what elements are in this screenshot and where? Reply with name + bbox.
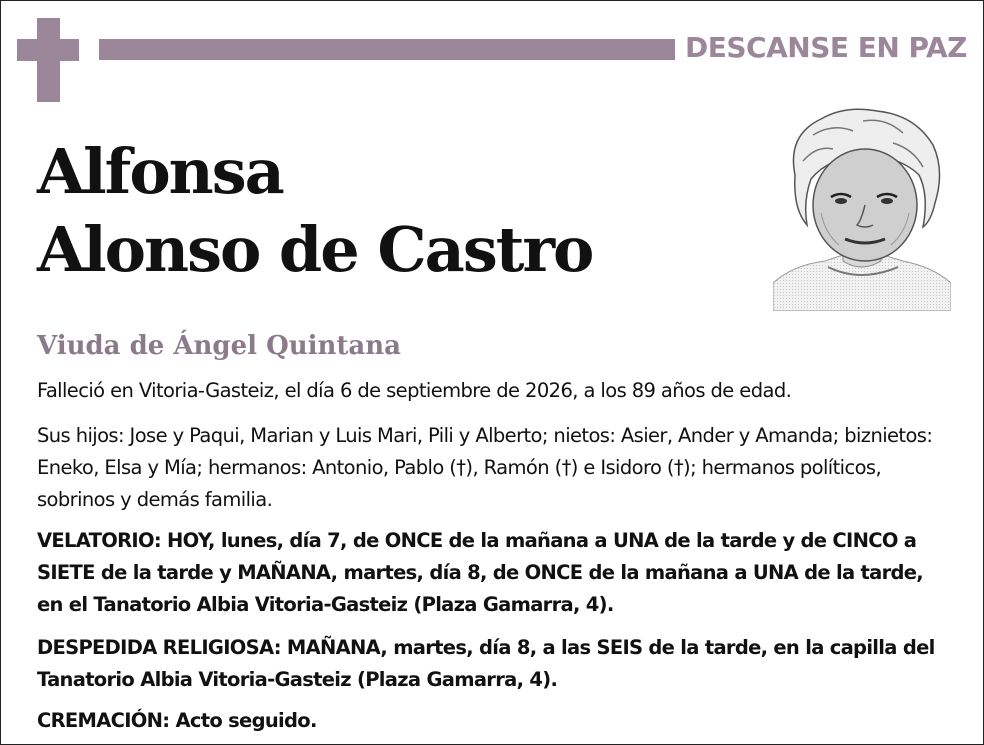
portrait-photo xyxy=(773,105,951,311)
widow-of: Viuda de Ángel Quintana xyxy=(37,331,402,361)
wake-details: VELATORIO: HOY, lunes, día 7, de ONCE de la mañana a UNA de la tarde y de CINCO a SIETE de la tarde y MAÑANA, martes, día 8, de ONCE de la mañana a UNA de la tarde, en el Tanatorio Albia Vitoria-Gasteiz (Plaza Gamarra, 4). xyxy=(37,529,923,616)
religious-farewell: DESPEDIDA RELIGIOSA: MAÑANA, martes, día 8, a las SEIS de la tarde, en la capilla del Tanatorio Albia Vitoria-Gasteiz (Plaza Gamarra, 4). xyxy=(37,636,935,691)
surnames: Alonso de Castro xyxy=(37,213,593,286)
death-notice: Falleció en Vitoria-Gasteiz, el día 6 de septiembre de 2026, a los 89 años de edad. xyxy=(37,379,792,402)
portrait-photo-icon xyxy=(773,105,951,311)
header-label: DESCANSE EN PAZ xyxy=(685,31,967,64)
header-rule xyxy=(99,39,675,60)
cross-icon-bar xyxy=(17,39,79,61)
deceased-name xyxy=(37,133,592,289)
cremation-note: CREMACIÓN: Acto seguido. xyxy=(37,709,317,732)
first-name: Alfonsa xyxy=(37,135,283,208)
family-list: Sus hijos: Jose y Paqui, Marian y Luis Mari, Pili y Alberto; nietos: Asier, Ander y Amanda; biznietos: Eneko, Elsa y Mía; hermanos: Antonio, Pablo (†), Ramón (†) e Isidoro (†); hermanos políticos, sobrinos y demás familia. xyxy=(37,424,933,511)
